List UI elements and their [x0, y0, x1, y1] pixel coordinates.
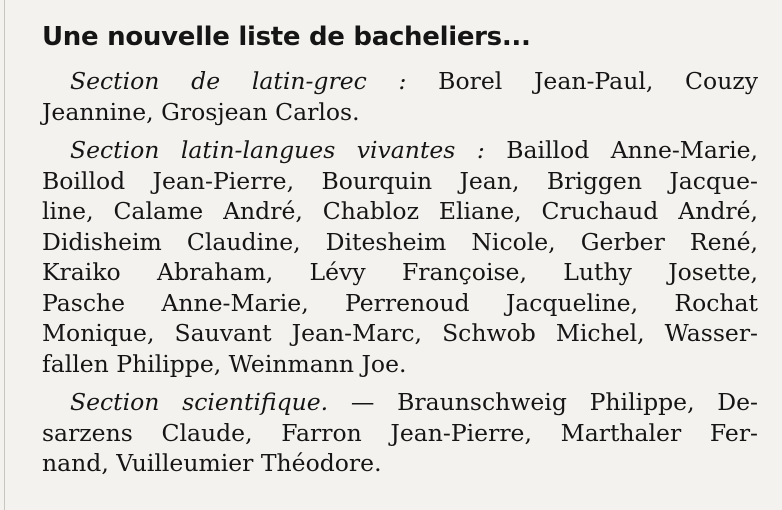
section-heading: Section de latin-grec :: [70, 67, 407, 95]
text-line: [42, 257, 758, 288]
line-text: — Braunschweig Philippe, De-: [328, 388, 759, 416]
line-text: Monique, Sauvant Jean-Marc, Schwob Michel, Wasser-: [42, 319, 758, 347]
line-text: nand, Vuilleumier Théodore.: [42, 449, 382, 477]
text-line: [42, 387, 758, 418]
headline: Une nouvelle liste de bacheliers...: [42, 22, 531, 52]
text-line: [42, 227, 758, 258]
paragraph-latin-langues: [42, 135, 758, 379]
line-text: Kraiko Abraham, Lévy Françoise, Luthy Josette,: [42, 258, 758, 286]
text-line: [42, 135, 758, 166]
text-line: [42, 418, 758, 449]
line-text: Didisheim Claudine, Ditesheim Nicole, Gerber René,: [42, 227, 758, 256]
line-text: Boillod Jean-Pierre, Bourquin Jean, Briggen Jacque-: [42, 166, 758, 195]
line-text: Borel Jean-Paul, Couzy: [406, 67, 758, 95]
text-line: [42, 448, 758, 479]
text-line: [42, 66, 758, 97]
text-line: [42, 318, 758, 349]
text-line: [42, 349, 758, 380]
text-line: [42, 288, 758, 319]
line-text: line, Calame André, Chabloz Eliane, Cruchaud André,: [42, 197, 758, 225]
text-line: [42, 166, 758, 197]
paragraph-scientifique: [42, 387, 758, 479]
paragraph-latin-grec: [42, 66, 758, 127]
text-line: [42, 196, 758, 227]
section-heading: Section scientifique.: [70, 388, 329, 416]
section-heading: Section latin-langues vivantes :: [70, 136, 485, 164]
line-text: Jeannine, Grosjean Carlos.: [42, 97, 360, 126]
line-text: fallen Philippe, Weinmann Joe.: [42, 349, 407, 378]
line-text: Baillod Anne-Marie,: [484, 136, 759, 164]
text-line: [42, 97, 758, 128]
line-text: Pasche Anne-Marie, Perrenoud Jacqueline, Rochat: [42, 288, 758, 317]
line-text: sarzens Claude, Farron Jean-Pierre, Marthaler Fer-: [42, 418, 758, 447]
column-rule: [4, 0, 5, 510]
